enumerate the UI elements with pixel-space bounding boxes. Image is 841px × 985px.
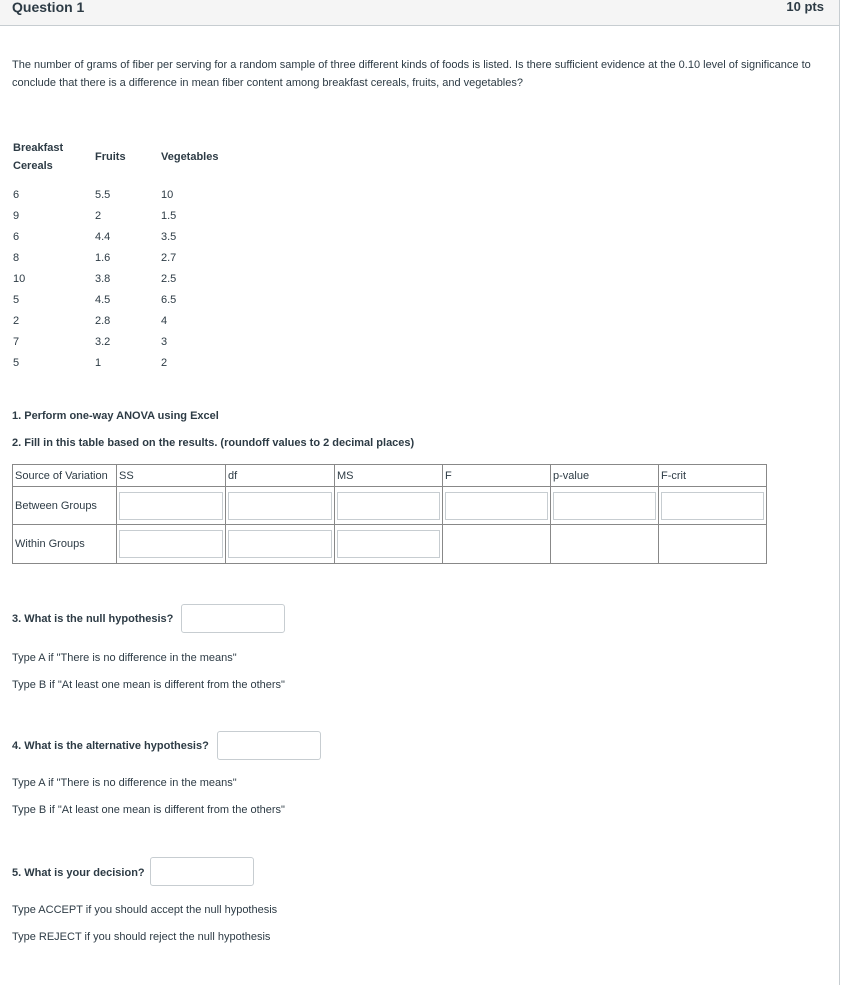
cereals-header: Breakfast Cereals: [13, 142, 64, 172]
anova-table: [12, 464, 767, 564]
q3-label: 3. What is the null hypothesis?: [12, 613, 174, 625]
cereals-value: 8: [13, 252, 20, 264]
fruits-value: 3.8: [95, 273, 111, 285]
header-source: Source of Variation: [13, 465, 117, 487]
within-df-input[interactable]: [228, 530, 332, 558]
between-df-input[interactable]: [228, 492, 332, 520]
vegetables-value: 3.5: [161, 231, 177, 243]
fruits-value: 5.5: [95, 189, 111, 201]
cereals-value: 2: [13, 315, 20, 327]
anova-row-between: [13, 487, 767, 525]
vegetables-value: 2.7: [161, 252, 177, 264]
vegetables-value: 4: [161, 315, 168, 327]
cereals-value: 10: [13, 273, 26, 285]
fruits-value: 4.4: [95, 231, 111, 243]
row-label-between: Between Groups: [13, 487, 117, 525]
vegetables-value: 3: [161, 336, 168, 348]
q5-note-b: Type REJECT if you should reject the null hypothesis: [12, 931, 271, 943]
anova-row-within: [13, 525, 767, 564]
fruits-header: Fruits: [95, 151, 126, 163]
step-1: 1. Perform one-way ANOVA using Excel: [12, 410, 219, 422]
between-ms-input[interactable]: [337, 492, 440, 520]
header-f-crit: F-crit: [659, 465, 767, 487]
step-2: 2. Fill in this table based on the results. (roundoff values to 2 decimal places): [12, 437, 415, 449]
vegetables-header: Vegetables: [161, 151, 219, 163]
between-p-value-input[interactable]: [553, 492, 656, 520]
q3-answer-input[interactable]: [181, 604, 285, 633]
header-ss: SS: [117, 465, 226, 487]
within-f-crit-cell: [659, 525, 767, 564]
header-p-value: p-value: [551, 465, 659, 487]
fruits-value: 3.2: [95, 336, 111, 348]
right-border: [839, 25, 840, 985]
q4-note-b: Type B if "At least one mean is different from the others": [12, 804, 285, 816]
within-f-cell: [443, 525, 551, 564]
vegetables-column: [161, 148, 241, 166]
question-title: Question 1: [12, 0, 85, 15]
question-prompt: The number of grams of fiber per serving for a random sample of three different kinds of foods is listed. Is there sufficient evidence at the 0.10 level of significance to conclude that there is a difference in mean fiber content among breakfast cereals, fruits, and vegetables?: [12, 59, 811, 89]
fruits-value: 1.6: [95, 252, 111, 264]
cereals-value: 6: [13, 231, 20, 243]
q5-answer-input[interactable]: [150, 857, 254, 886]
q4-answer-input[interactable]: [217, 731, 321, 760]
header-ms: MS: [335, 465, 443, 487]
q4-note-a: Type A if "There is no difference in the means": [12, 777, 237, 789]
between-ss-input[interactable]: [119, 492, 223, 520]
fruits-value: 2.8: [95, 315, 111, 327]
fruits-value: 2: [95, 210, 102, 222]
vegetables-value: 1.5: [161, 210, 177, 222]
within-p-value-cell: [551, 525, 659, 564]
vegetables-value: 6.5: [161, 294, 177, 306]
between-f-input[interactable]: [445, 492, 548, 520]
q3-note-a: Type A if "There is no difference in the means": [12, 652, 237, 664]
q3-note-b: Type B if "At least one mean is different from the others": [12, 679, 285, 691]
vegetables-value: 2: [161, 357, 168, 369]
q5-label: 5. What is your decision?: [12, 867, 145, 879]
q5-note-a: Type ACCEPT if you should accept the null hypothesis: [12, 904, 278, 916]
cereals-value: 5: [13, 294, 20, 306]
header-df: df: [226, 465, 335, 487]
row-label-within: Within Groups: [13, 525, 117, 564]
header-f: F: [443, 465, 551, 487]
cereals-value: 5: [13, 357, 20, 369]
cereals-column: [13, 139, 73, 175]
cereals-value: 9: [13, 210, 20, 222]
fruits-column: [95, 148, 145, 166]
question-header: [0, 0, 840, 26]
between-f-crit-input[interactable]: [661, 492, 764, 520]
anova-header-row: [13, 465, 767, 487]
within-ms-input[interactable]: [337, 530, 440, 558]
cereals-value: 7: [13, 336, 20, 348]
fruits-value: 4.5: [95, 294, 111, 306]
question-points: 10 pts: [786, 0, 824, 14]
vegetables-value: 2.5: [161, 273, 177, 285]
fruits-value: 1: [95, 357, 102, 369]
cereals-value: 6: [13, 189, 20, 201]
q4-label: 4. What is the alternative hypothesis?: [12, 740, 209, 752]
within-ss-input[interactable]: [119, 530, 223, 558]
vegetables-value: 10: [161, 189, 174, 201]
